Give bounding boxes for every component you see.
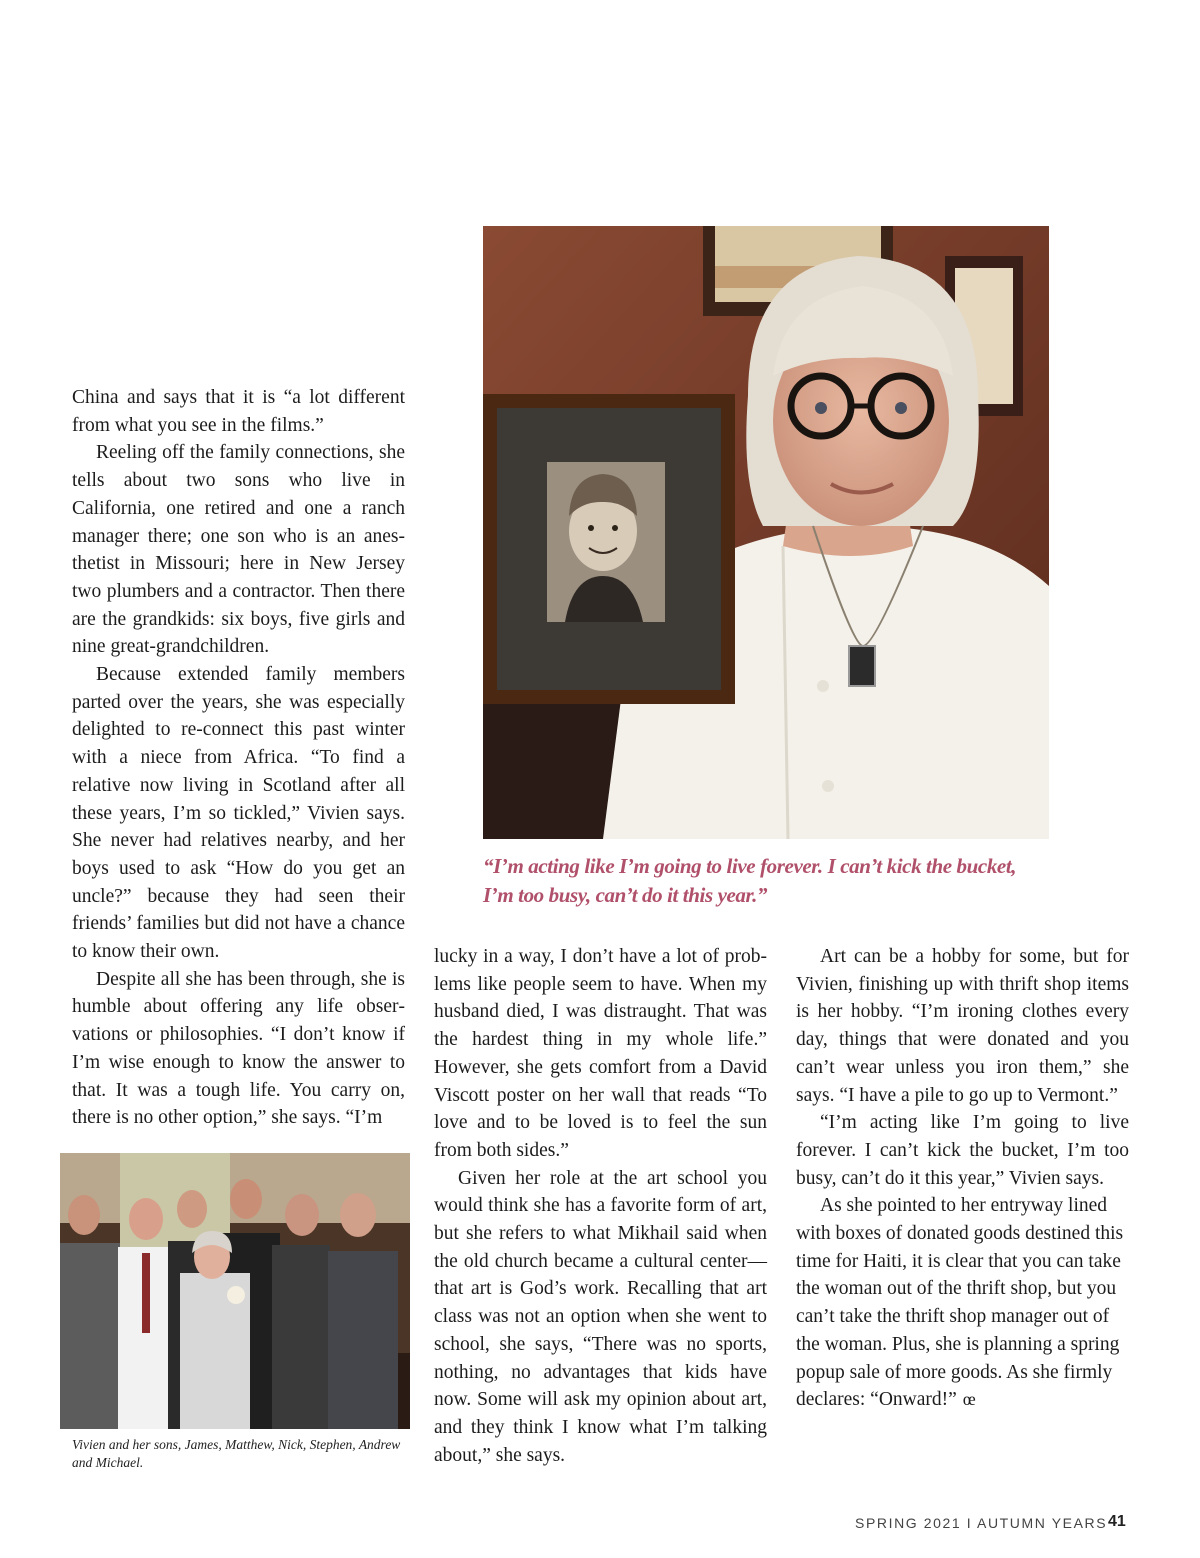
group-photo-caption: Vivien and her sons, James, Matthew, Nick, Stephen, Andrew and Michael. [72, 1437, 401, 1470]
paragraph: lucky in a way, I don’t have a lot of problems like people seem to have. When my husband died, I was distraught. That was the hardest thing in my whole life.” However, she gets comfort from a David Viscott poster on her wall that reads “To love and to be loved is to feel the sun from both sides.” [434, 946, 767, 1161]
article-column-3 [796, 943, 1129, 1414]
group-photo-illustration [60, 1153, 410, 1429]
pull-quote-line-2: I’m too busy, can’t do it this year.” [483, 883, 768, 907]
pull-quote-line-1: “I’m acting like I’m going to live forever. I can’t kick the bucket, [483, 854, 1017, 878]
page-number: 41 [1108, 1513, 1126, 1530]
end-mark-icon: œ [962, 1389, 976, 1410]
page-footer: SPRING 2021 I AUTUMN YEARS [855, 1515, 1108, 1531]
paragraph-final-text: As she pointed to her entryway lined with boxes of donated goods destined this time for Haiti, it is clear that you can take the woman out of the thrift shop, but you can’t take the thrift shop manager out of the woman. Plus, she is planning a spring popup sale of more goods. As she firmly declares: “Onward!” [796, 1195, 1124, 1411]
paragraph: Reeling off the family connections, she tells about two sons who live in California, one retired and one a ranch manager there; one son who is an anesthetist in Missouri; here in New Jersey two plumbers and a contractor. Then there are the grandkids: six boys, five girls and nine great-grandchildren. [72, 442, 405, 658]
paragraph-final [796, 1192, 1129, 1414]
paragraph: “I’m acting like I’m going to live forever. I can’t kick the bucket, I’m too busy, can’t do it this year,” Vivien says. [796, 1112, 1129, 1189]
article-column-1 [72, 384, 405, 1132]
main-photo-illustration [483, 226, 1049, 839]
paragraph: Because extended family members parted over the years, she was especially delighted to re-connect this past winter with a niece from Africa. “To find a relative now living in Scotland after all these years, I’m so tickled,” Vivien says. She never had relatives nearby, and her boys used to ask “How do you get an uncle?” because they had seen their friends’ families but did not have a chance to know their own. [72, 664, 405, 963]
article-column-2 [434, 943, 767, 1469]
paragraph: Art can be a hobby for some, but for Vivien, finishing up with thrift shop items is her hobby. “I’m ironing clothes every day, things that were donated and you can’t wear unless you iron them,” she says. “I have a pile to go up to Vermont.” [796, 946, 1129, 1106]
paragraph: Given her role at the art school you would think she has a favorite form of art, but she refers to what Mikhail said when the old church became a cultural center—that art is God’s work. Recalling that art class was not an option when she went to school, she says, “There was no sports, nothing, no advantages that kids have now. Some will ask my opinion about art, and they think I know what I’m talking about,” she says. [434, 1167, 767, 1466]
group-photo-vivien-and-sons [60, 1153, 410, 1429]
main-photo-vivien-holding-portrait [483, 226, 1049, 839]
paragraph: China and says that it is “a lot different from what you see in the films.” [72, 387, 405, 436]
pull-quote [483, 852, 1063, 910]
paragraph: Despite all she has been through, she is humble about offering any life observations or philosophies. “I don’t know if I’m wise enough to know the answer to that. It was a tough life. You carry on, there is no other option,” she says. “I’m [72, 968, 405, 1129]
